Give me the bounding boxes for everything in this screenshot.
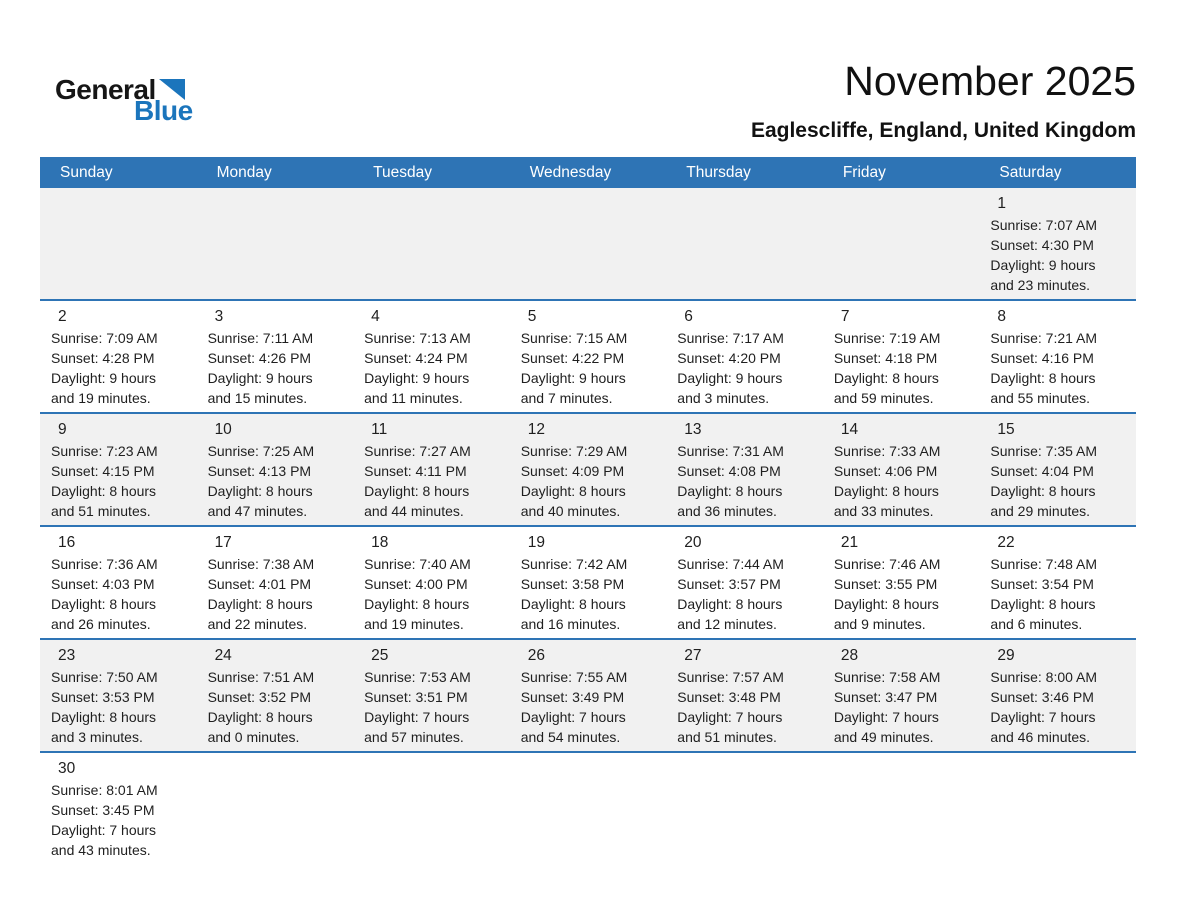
sunrise-text: Sunrise: 7:50 AM — [51, 669, 158, 685]
daylight-text-cont: and 12 minutes. — [677, 616, 777, 632]
daylight-text-cont: and 36 minutes. — [677, 503, 777, 519]
daylight-text-cont: and 22 minutes. — [207, 616, 308, 632]
empty-day-cell — [197, 188, 354, 299]
sunrise-text: Sunrise: 7:09 AM — [51, 330, 158, 346]
day-cell — [979, 640, 1136, 751]
daylight-text-cont: and 33 minutes. — [833, 503, 934, 519]
day-number: 2 — [58, 308, 67, 325]
calendar-weeks — [40, 188, 1136, 864]
day-number: 1 — [997, 195, 1007, 212]
day-number: 7 — [840, 308, 850, 325]
sunrise-text: Sunrise: 7:15 AM — [520, 330, 628, 346]
sunset-text: Sunset: 4:16 PM — [990, 350, 1094, 366]
daylight-text-cont: and 3 minutes. — [51, 729, 143, 745]
day-cell — [510, 527, 667, 638]
sunrise-text: Sunrise: 7:27 AM — [364, 443, 471, 459]
day-number: 12 — [527, 421, 545, 438]
sunset-text: Sunset: 4:15 PM — [51, 463, 155, 479]
empty-day-cell — [510, 188, 667, 299]
day-cell — [666, 301, 823, 412]
daylight-text: Daylight: 8 hours — [677, 596, 783, 612]
daylight-text-cont: and 54 minutes. — [520, 729, 621, 745]
daylight-text-cont: and 23 minutes. — [990, 277, 1091, 293]
sunset-text: Sunset: 4:09 PM — [520, 463, 625, 479]
daylight-text: Daylight: 7 hours — [51, 822, 157, 838]
sunrise-text: Sunrise: 7:11 AM — [207, 330, 314, 346]
day-number: 8 — [997, 308, 1007, 325]
general-blue-logo — [55, 76, 193, 125]
sunset-text: Sunset: 4:30 PM — [990, 237, 1094, 253]
day-cell — [197, 414, 354, 525]
daylight-text: Daylight: 9 hours — [990, 257, 1096, 273]
sunrise-text: Sunrise: 7:40 AM — [364, 556, 471, 572]
daylight-text-cont: and 46 minutes. — [990, 729, 1091, 745]
weekday-header-sunday: Sunday — [60, 164, 113, 181]
sunrise-text: Sunrise: 7:57 AM — [677, 669, 784, 685]
day-cell — [666, 640, 823, 751]
page-subtitle: Eaglescliffe, England, United Kingdom — [750, 119, 1136, 142]
daylight-text: Daylight: 8 hours — [833, 596, 939, 612]
day-cell — [979, 301, 1136, 412]
weekday-header-saturday: Saturday — [999, 164, 1062, 181]
daylight-text: Daylight: 7 hours — [833, 709, 939, 725]
week-row — [40, 638, 1136, 751]
sunrise-text: Sunrise: 7:29 AM — [520, 443, 628, 459]
day-number: 17 — [214, 534, 232, 551]
week-row — [40, 751, 1136, 864]
daylight-text-cont: and 0 minutes. — [207, 729, 300, 745]
day-number: 20 — [684, 534, 702, 551]
empty-day-cell — [666, 753, 823, 864]
daylight-text-cont: and 6 minutes. — [990, 616, 1083, 632]
weekday-header-tuesday: Tuesday — [373, 164, 433, 181]
daylight-text: Daylight: 8 hours — [364, 483, 470, 499]
sunset-text: Sunset: 3:53 PM — [51, 689, 155, 705]
day-cell — [353, 301, 510, 412]
sunset-text: Sunset: 4:20 PM — [677, 350, 781, 366]
daylight-text-cont: and 26 minutes. — [51, 616, 151, 632]
sunrise-text: Sunrise: 8:00 AM — [990, 669, 1098, 685]
sunrise-text: Sunrise: 7:21 AM — [990, 330, 1098, 346]
daylight-text-cont: and 51 minutes. — [677, 729, 777, 745]
day-cell — [823, 414, 980, 525]
daylight-text: Daylight: 7 hours — [990, 709, 1096, 725]
day-number: 5 — [527, 308, 537, 325]
day-number: 25 — [371, 647, 389, 664]
daylight-text-cont: and 44 minutes. — [364, 503, 464, 519]
sunset-text: Sunset: 4:18 PM — [833, 350, 938, 366]
sunset-text: Sunset: 3:58 PM — [520, 576, 625, 592]
logo-text-blue: Blue — [134, 95, 193, 126]
sunrise-text: Sunrise: 7:33 AM — [833, 443, 941, 459]
week-row — [40, 299, 1136, 412]
sunset-text: Sunset: 3:51 PM — [364, 689, 468, 705]
daylight-text-cont: and 55 minutes. — [990, 390, 1091, 406]
day-cell — [666, 527, 823, 638]
day-number: 11 — [371, 421, 388, 438]
empty-day-cell — [666, 188, 823, 299]
daylight-text: Daylight: 9 hours — [51, 370, 157, 386]
sunset-text: Sunset: 3:48 PM — [677, 689, 781, 705]
daylight-text: Daylight: 8 hours — [364, 596, 470, 612]
sunrise-text: Sunrise: 7:25 AM — [207, 443, 315, 459]
sunrise-text: Sunrise: 7:38 AM — [207, 556, 315, 572]
sunrise-text: Sunrise: 7:46 AM — [833, 556, 941, 572]
day-number: 4 — [371, 308, 380, 325]
daylight-text: Daylight: 8 hours — [990, 596, 1096, 612]
sunrise-text: Sunrise: 7:17 AM — [677, 330, 784, 346]
sunset-text: Sunset: 3:57 PM — [677, 576, 781, 592]
sunset-text: Sunset: 4:22 PM — [520, 350, 625, 366]
sunset-text: Sunset: 3:52 PM — [207, 689, 312, 705]
day-number: 27 — [684, 647, 702, 664]
daylight-text: Daylight: 8 hours — [207, 483, 313, 499]
empty-day-cell — [979, 753, 1136, 864]
sunset-text: Sunset: 3:46 PM — [990, 689, 1094, 705]
daylight-text: Daylight: 9 hours — [677, 370, 783, 386]
empty-day-cell — [40, 188, 197, 299]
day-number: 9 — [58, 421, 67, 438]
day-cell — [40, 753, 197, 864]
day-cell — [823, 527, 980, 638]
day-number: 15 — [997, 421, 1015, 438]
day-number: 14 — [840, 421, 859, 438]
sunset-text: Sunset: 3:55 PM — [833, 576, 938, 592]
day-number: 22 — [997, 534, 1015, 551]
day-cell — [979, 527, 1136, 638]
empty-day-cell — [823, 753, 980, 864]
daylight-text: Daylight: 8 hours — [51, 483, 157, 499]
daylight-text: Daylight: 8 hours — [990, 370, 1096, 386]
sunrise-text: Sunrise: 7:07 AM — [990, 217, 1098, 233]
day-cell — [40, 414, 197, 525]
calendar — [40, 157, 1136, 864]
day-cell — [40, 527, 197, 638]
daylight-text-cont: and 43 minutes. — [51, 842, 151, 858]
sunrise-text: Sunrise: 7:53 AM — [364, 669, 471, 685]
weekday-header-friday: Friday — [842, 164, 886, 181]
sunrise-text: Sunrise: 7:23 AM — [51, 443, 158, 459]
daylight-text: Daylight: 8 hours — [520, 483, 626, 499]
sunrise-text: Sunrise: 7:44 AM — [677, 556, 784, 572]
empty-day-cell — [510, 753, 667, 864]
day-cell — [823, 640, 980, 751]
day-number: 10 — [214, 421, 232, 438]
day-cell — [40, 640, 197, 751]
day-cell — [979, 188, 1136, 299]
day-cell — [353, 414, 510, 525]
daylight-text: Daylight: 8 hours — [207, 709, 313, 725]
daylight-text-cont: and 19 minutes. — [51, 390, 151, 406]
day-number: 19 — [527, 534, 545, 551]
daylight-text: Daylight: 7 hours — [364, 709, 470, 725]
day-number: 16 — [58, 534, 76, 551]
day-number: 24 — [214, 647, 232, 664]
sunrise-text: Sunrise: 7:35 AM — [990, 443, 1098, 459]
sunset-text: Sunset: 4:24 PM — [364, 350, 468, 366]
daylight-text: Daylight: 8 hours — [990, 483, 1096, 499]
empty-day-cell — [197, 753, 354, 864]
day-cell — [823, 301, 980, 412]
daylight-text: Daylight: 8 hours — [207, 596, 313, 612]
daylight-text-cont: and 16 minutes. — [520, 616, 621, 632]
sunset-text: Sunset: 3:49 PM — [520, 689, 625, 705]
day-cell — [197, 301, 354, 412]
daylight-text-cont: and 15 minutes. — [207, 390, 308, 406]
day-number: 18 — [371, 534, 389, 551]
empty-day-cell — [353, 753, 510, 864]
sunset-text: Sunset: 4:03 PM — [51, 576, 155, 592]
day-cell — [353, 640, 510, 751]
day-number: 3 — [214, 308, 224, 325]
sunrise-text: Sunrise: 7:36 AM — [51, 556, 158, 572]
sunrise-text: Sunrise: 8:01 AM — [51, 782, 158, 798]
daylight-text: Daylight: 8 hours — [51, 596, 157, 612]
day-number: 21 — [840, 534, 859, 551]
sunset-text: Sunset: 4:04 PM — [990, 463, 1094, 479]
sunset-text: Sunset: 4:11 PM — [364, 463, 467, 479]
daylight-text-cont: and 57 minutes. — [364, 729, 464, 745]
sunset-text: Sunset: 3:47 PM — [833, 689, 938, 705]
page-title: November 2025 — [844, 58, 1136, 104]
sunset-text: Sunset: 3:54 PM — [990, 576, 1094, 592]
day-cell — [510, 414, 667, 525]
daylight-text: Daylight: 9 hours — [207, 370, 313, 386]
daylight-text: Daylight: 8 hours — [51, 709, 157, 725]
sunrise-text: Sunrise: 7:42 AM — [520, 556, 628, 572]
logo-text-general: General — [55, 74, 156, 105]
daylight-text: Daylight: 8 hours — [833, 370, 939, 386]
day-number: 30 — [58, 760, 76, 777]
daylight-text: Daylight: 8 hours — [833, 483, 939, 499]
daylight-text-cont: and 7 minutes. — [520, 390, 613, 406]
daylight-text-cont: and 59 minutes. — [833, 390, 934, 406]
daylight-text: Daylight: 7 hours — [677, 709, 783, 725]
sunset-text: Sunset: 4:06 PM — [833, 463, 938, 479]
day-cell — [510, 301, 667, 412]
week-row — [40, 412, 1136, 525]
sunrise-text: Sunrise: 7:31 AM — [677, 443, 784, 459]
sunset-text: Sunset: 4:28 PM — [51, 350, 155, 366]
week-row — [40, 525, 1136, 638]
weekday-header-wednesday: Wednesday — [529, 164, 612, 181]
sunset-text: Sunset: 4:00 PM — [364, 576, 468, 592]
sunrise-text: Sunrise: 7:19 AM — [833, 330, 941, 346]
daylight-text-cont: and 9 minutes. — [833, 616, 926, 632]
sunrise-text: Sunrise: 7:13 AM — [364, 330, 471, 346]
day-cell — [197, 527, 354, 638]
daylight-text-cont: and 47 minutes. — [207, 503, 308, 519]
day-number: 28 — [840, 647, 859, 664]
day-number: 29 — [997, 647, 1015, 664]
sunset-text: Sunset: 4:26 PM — [207, 350, 312, 366]
daylight-text-cont: and 51 minutes. — [51, 503, 151, 519]
week-row — [40, 188, 1136, 299]
sunrise-text: Sunrise: 7:55 AM — [520, 669, 628, 685]
daylight-text: Daylight: 9 hours — [520, 370, 626, 386]
day-number: 26 — [527, 647, 545, 664]
weekday-header-monday: Monday — [216, 164, 272, 181]
empty-day-cell — [823, 188, 980, 299]
daylight-text-cont: and 11 minutes. — [364, 390, 463, 406]
day-cell — [40, 301, 197, 412]
day-cell — [510, 640, 667, 751]
daylight-text: Daylight: 8 hours — [677, 483, 783, 499]
daylight-text-cont: and 29 minutes. — [990, 503, 1091, 519]
day-number: 6 — [684, 308, 693, 325]
day-number: 23 — [58, 647, 76, 664]
daylight-text: Daylight: 7 hours — [520, 709, 626, 725]
sunset-text: Sunset: 4:13 PM — [207, 463, 312, 479]
sunset-text: Sunset: 4:01 PM — [207, 576, 312, 592]
logo-line-2 — [134, 97, 193, 125]
daylight-text-cont: and 40 minutes. — [520, 503, 621, 519]
weekday-header-thursday: Thursday — [686, 164, 751, 181]
sunrise-text: Sunrise: 7:48 AM — [990, 556, 1098, 572]
daylight-text-cont: and 49 minutes. — [833, 729, 934, 745]
day-cell — [197, 640, 354, 751]
day-cell — [353, 527, 510, 638]
weekday-header-row — [40, 157, 1136, 188]
empty-day-cell — [353, 188, 510, 299]
day-cell — [979, 414, 1136, 525]
day-number: 13 — [684, 421, 702, 438]
sunrise-text: Sunrise: 7:51 AM — [207, 669, 315, 685]
daylight-text-cont: and 19 minutes. — [364, 616, 464, 632]
daylight-text: Daylight: 8 hours — [520, 596, 626, 612]
daylight-text: Daylight: 9 hours — [364, 370, 470, 386]
daylight-text-cont: and 3 minutes. — [677, 390, 770, 406]
day-cell — [666, 414, 823, 525]
sunset-text: Sunset: 4:08 PM — [677, 463, 781, 479]
sunrise-text: Sunrise: 7:58 AM — [833, 669, 941, 685]
sunset-text: Sunset: 3:45 PM — [51, 802, 155, 818]
